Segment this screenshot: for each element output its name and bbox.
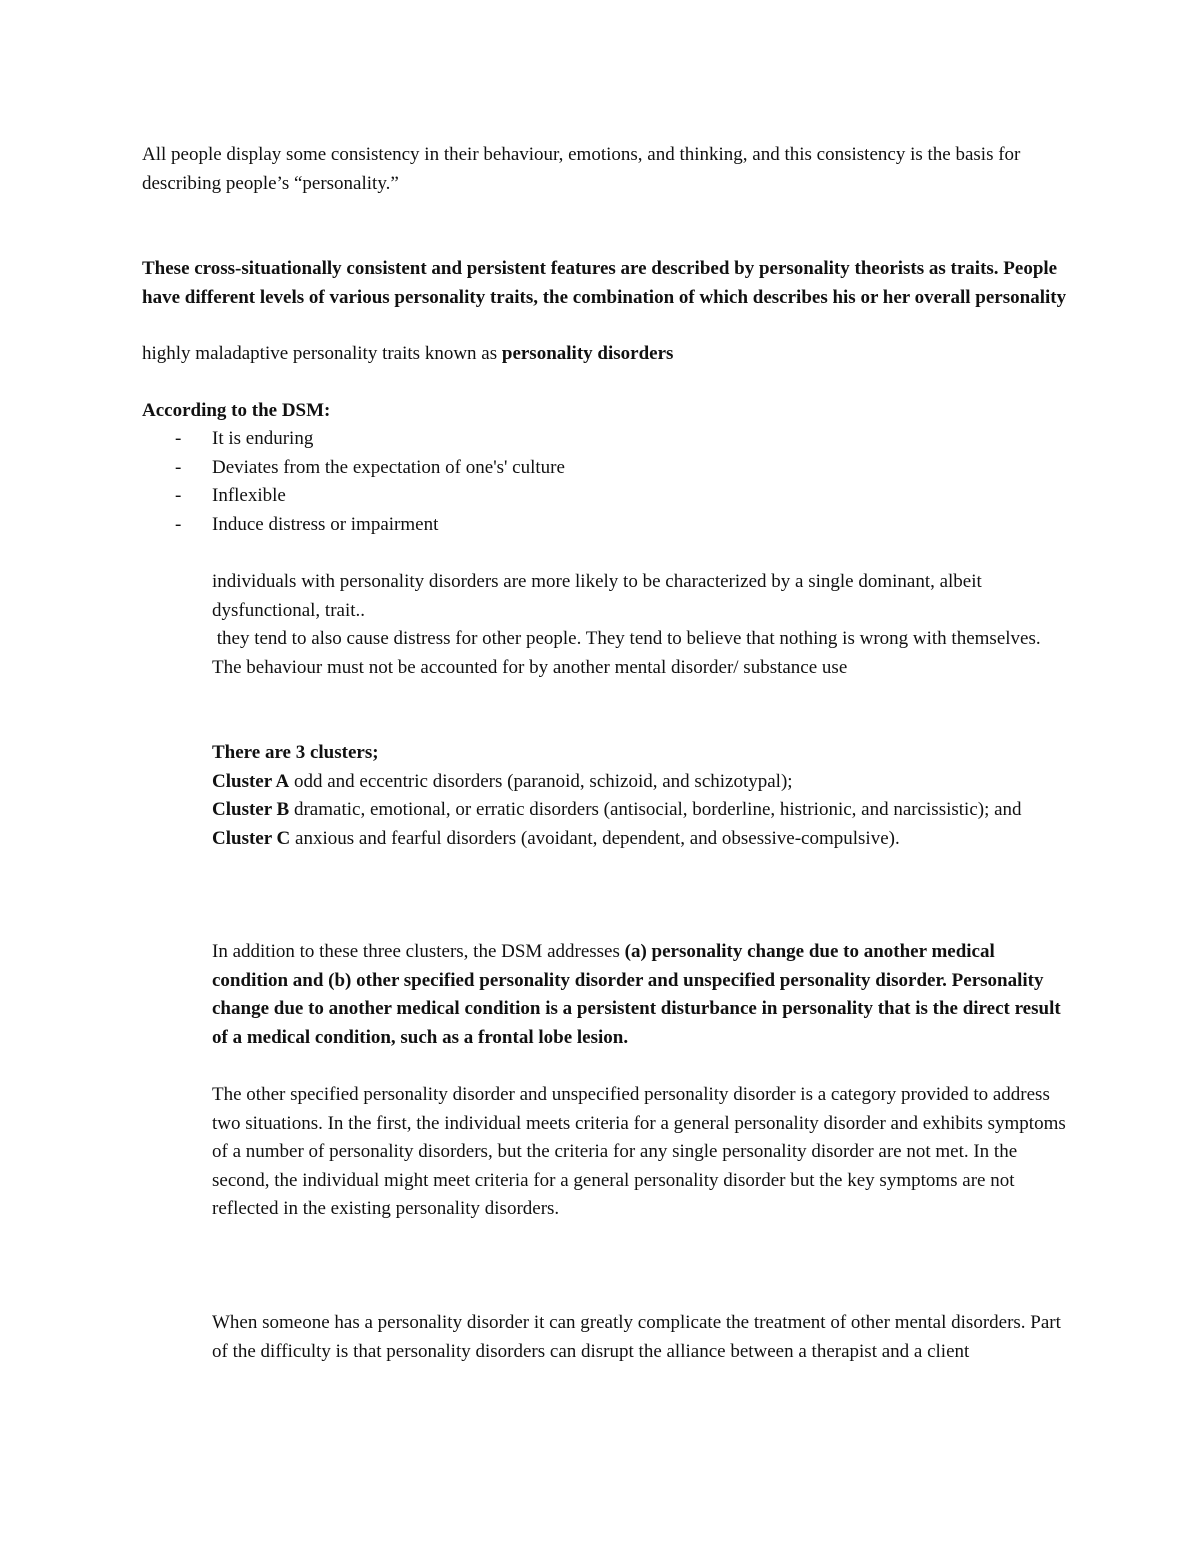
- clusters-block: [212, 739, 1072, 853]
- treatment-paragraph: When someone has a personality disorder it can greatly complicate the treatment of other mental disorders. Part of the difficulty is that personality disorders can disrupt the alliance between a therapist and a client: [212, 1312, 1061, 1362]
- note-exclusion: The behaviour must not be accounted for by another mental disorder/ substance use: [212, 656, 848, 678]
- list-item-text: Induce distress or impairment: [212, 513, 439, 535]
- cluster-c-text: anxious and fearful disorders (avoidant, dependent, and obsessive-compulsive).: [290, 827, 900, 849]
- cluster-c-label: Cluster C: [212, 827, 291, 849]
- dsm-criteria-list: [142, 425, 1072, 539]
- traits-paragraph: These cross-situationally consistent and persistent features are described by personality theorists as traits. People have different levels of various personality traits, the combination of which describes his or her overall personality: [142, 258, 1067, 308]
- maladaptive-line: [142, 340, 1072, 369]
- list-item: [142, 511, 1072, 540]
- maladaptive-prefix: highly maladaptive personality traits known as: [142, 343, 502, 364]
- list-item: [142, 482, 1072, 511]
- addition-bold: (a) personality change due to another medical condition and (b) other specified personality disorder and unspecified personality disorder. Personality change due to another medical condition is a persistent disturbance in personality that is the direct result of a medical condition, such as a frontal lobe lesion.: [212, 941, 1061, 1048]
- list-item: [142, 425, 1072, 454]
- list-item: [142, 454, 1072, 483]
- note-distress: they tend to also cause distress for other people. They tend to believe that nothing is wrong with themselves.: [212, 628, 1041, 649]
- cluster-b-text: dramatic, emotional, or erratic disorders (antisocial, borderline, histrionic, and narcissistic); and: [289, 799, 1022, 820]
- addition-paragraph: [212, 938, 1072, 1052]
- dsm-heading: According to the DSM:: [142, 400, 331, 421]
- addition-prefix: In addition to these three clusters, the DSM addresses: [212, 941, 625, 962]
- note-single-trait: individuals with personality disorders are more likely to be characterized by a single dominant, albeit dysfunctional, trait..: [212, 571, 982, 621]
- cluster-a-text: odd and eccentric disorders (paranoid, schizoid, and schizotypal);: [289, 770, 793, 792]
- maladaptive-bold: personality disorders: [501, 343, 674, 364]
- dash-marker: -: [175, 513, 182, 535]
- list-item-text: It is enduring: [212, 428, 314, 449]
- other-specified-paragraph: The other specified personality disorder and unspecified personality disorder is a category provided to address two situations. In the first, the individual meets criteria for a general personality disorder and exhibits symptoms of a number of personality disorders, but the criteria for any single personality disorder are not met. In the second, the individual might meet criteria for a general personality disorder but the key symptoms are not reflected in the existing personality disorders.: [212, 1084, 1066, 1219]
- cluster-a-label: Cluster A: [212, 770, 290, 792]
- cluster-b-label: Cluster B: [212, 799, 290, 820]
- cluster-b: [212, 796, 1072, 825]
- list-item-text: Deviates from the expectation of one's' culture: [212, 456, 565, 478]
- clusters-heading: There are 3 clusters;: [212, 742, 379, 763]
- notes-block: [212, 568, 1072, 682]
- dash-marker: -: [175, 485, 182, 506]
- list-item-text: Inflexible: [212, 485, 286, 506]
- dash-marker: -: [175, 428, 182, 449]
- cluster-a: [212, 768, 1072, 797]
- dash-marker: -: [175, 456, 182, 478]
- cluster-c: [212, 825, 1072, 854]
- intro-paragraph: All people display some consistency in their behaviour, emotions, and thinking, and this consistency is the basis for describing people’s “personality.”: [142, 144, 1021, 194]
